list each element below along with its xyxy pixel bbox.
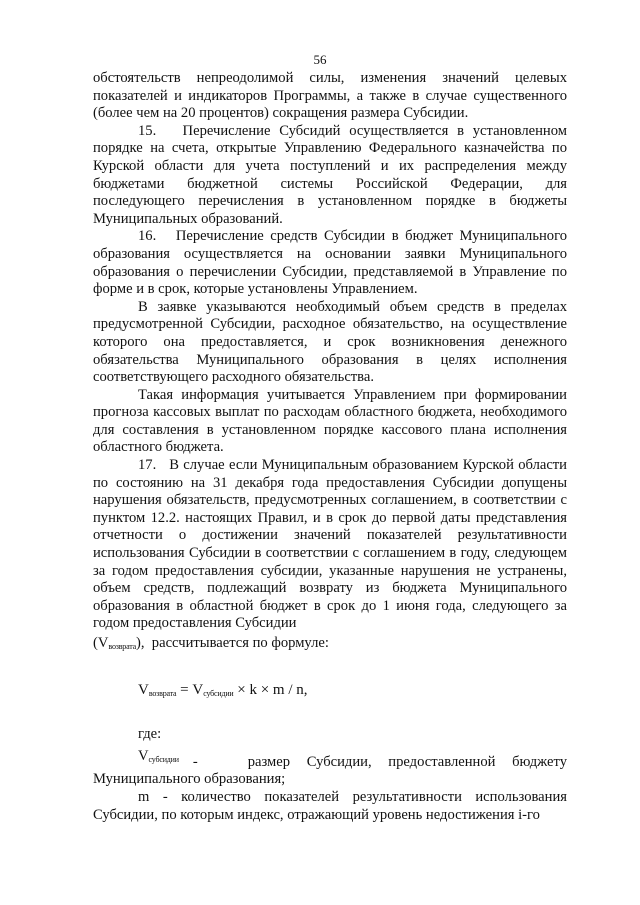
paragraph-17: 17. В случае если Муниципальным образованием Курской области по состоянию на 31 декабря года предоставления Субсидии допущены нарушения обязательств, предусмотренных соглашением, в соответствии с пунктом 12.2. настоящих Правил, и в срок до первой даты представления отчетности о достижении значений показателей результативности использования Субсидии в соответствии с соглашением в году, следующем за годом предоставления субсидии, указанные нарушения не устранены, объем средств, подлежащий возврату из бюджета Муниципального образования в областной бюджет в срок до 1 июня года, следующего за годом предоставления Субсидии (93, 457, 567, 632)
definition-v-subsidy (93, 748, 567, 789)
definition-v: V (138, 747, 149, 764)
paragraph-16-info: Такая информация учитывается Управлением при формировании прогноза кассовых выплат по расходам областного бюджета, необходимого для составления в установленном порядке кассового плана исполнения областного бюджета. (93, 386, 567, 456)
definition-m: m - количество показателей результативности использования Субсидии, по которым индекс, отражающий уровень недостижения i-го (93, 788, 567, 823)
where-label: где: (138, 726, 162, 743)
document-body (93, 70, 567, 824)
page-number: 56 (313, 52, 327, 67)
paren-close: ), (135, 635, 145, 651)
subscript-return: возврата (108, 642, 136, 651)
formula-v-subsidy: V (192, 681, 204, 698)
definition-v-text: - размер Субсидии, предоставленной бюджету Муниципального образования; (93, 753, 567, 788)
formula-sub-return: возврата (148, 688, 177, 698)
paragraph-15: 15. Перечисление Субсидий осуществляется в установленном порядке на счета, открытые Управлению Федерального казначейства по Курской области для учета поступлений и их распределения между бюджетами бюджетной системы Российской Федерации, для последующего перечисления в установленном порядке в бюджеты Муниципальных образований. (93, 122, 567, 227)
symbol-v: V (97, 635, 109, 651)
formula-intro-text: рассчитывается по формуле: (151, 635, 329, 651)
definition-v-symbol (138, 748, 179, 769)
formula-equals: = (180, 681, 189, 698)
formula-v-return: V (138, 681, 149, 698)
paragraph-16: 16. Перечисление средств Субсидии в бюджет Муниципального образования осуществляется на основании заявки Муниципального образования о перечислении Субсидии, представляемой в Управление по форме и в срок, которые установлены Управлением. (93, 228, 567, 298)
formula-intro-line (93, 635, 567, 656)
formula-rest: × k × m / n, (237, 681, 308, 698)
paragraph-16-request: В заявке указываются необходимый объем средств в пределах предусмотренной Субсидии, расходное обязательство, на осуществление которого она предоставляется, и срок возникновения денежного обязательства Муниципального образования в целях исполнения соответствующего расходного обязательства. (93, 298, 567, 386)
paren-open: ( (93, 635, 98, 651)
definition-v-sub: субсидии (148, 754, 179, 764)
formula-sub-subsidy: субсидии (203, 688, 234, 698)
return-formula (138, 682, 567, 703)
paragraph-continuation: обстоятельств непреодолимой силы, изменения значений целевых показателей и индикаторов Программы, а также в случае существенного (более чем на 20 процентов) сокращения размера Субсидии. (93, 70, 567, 122)
